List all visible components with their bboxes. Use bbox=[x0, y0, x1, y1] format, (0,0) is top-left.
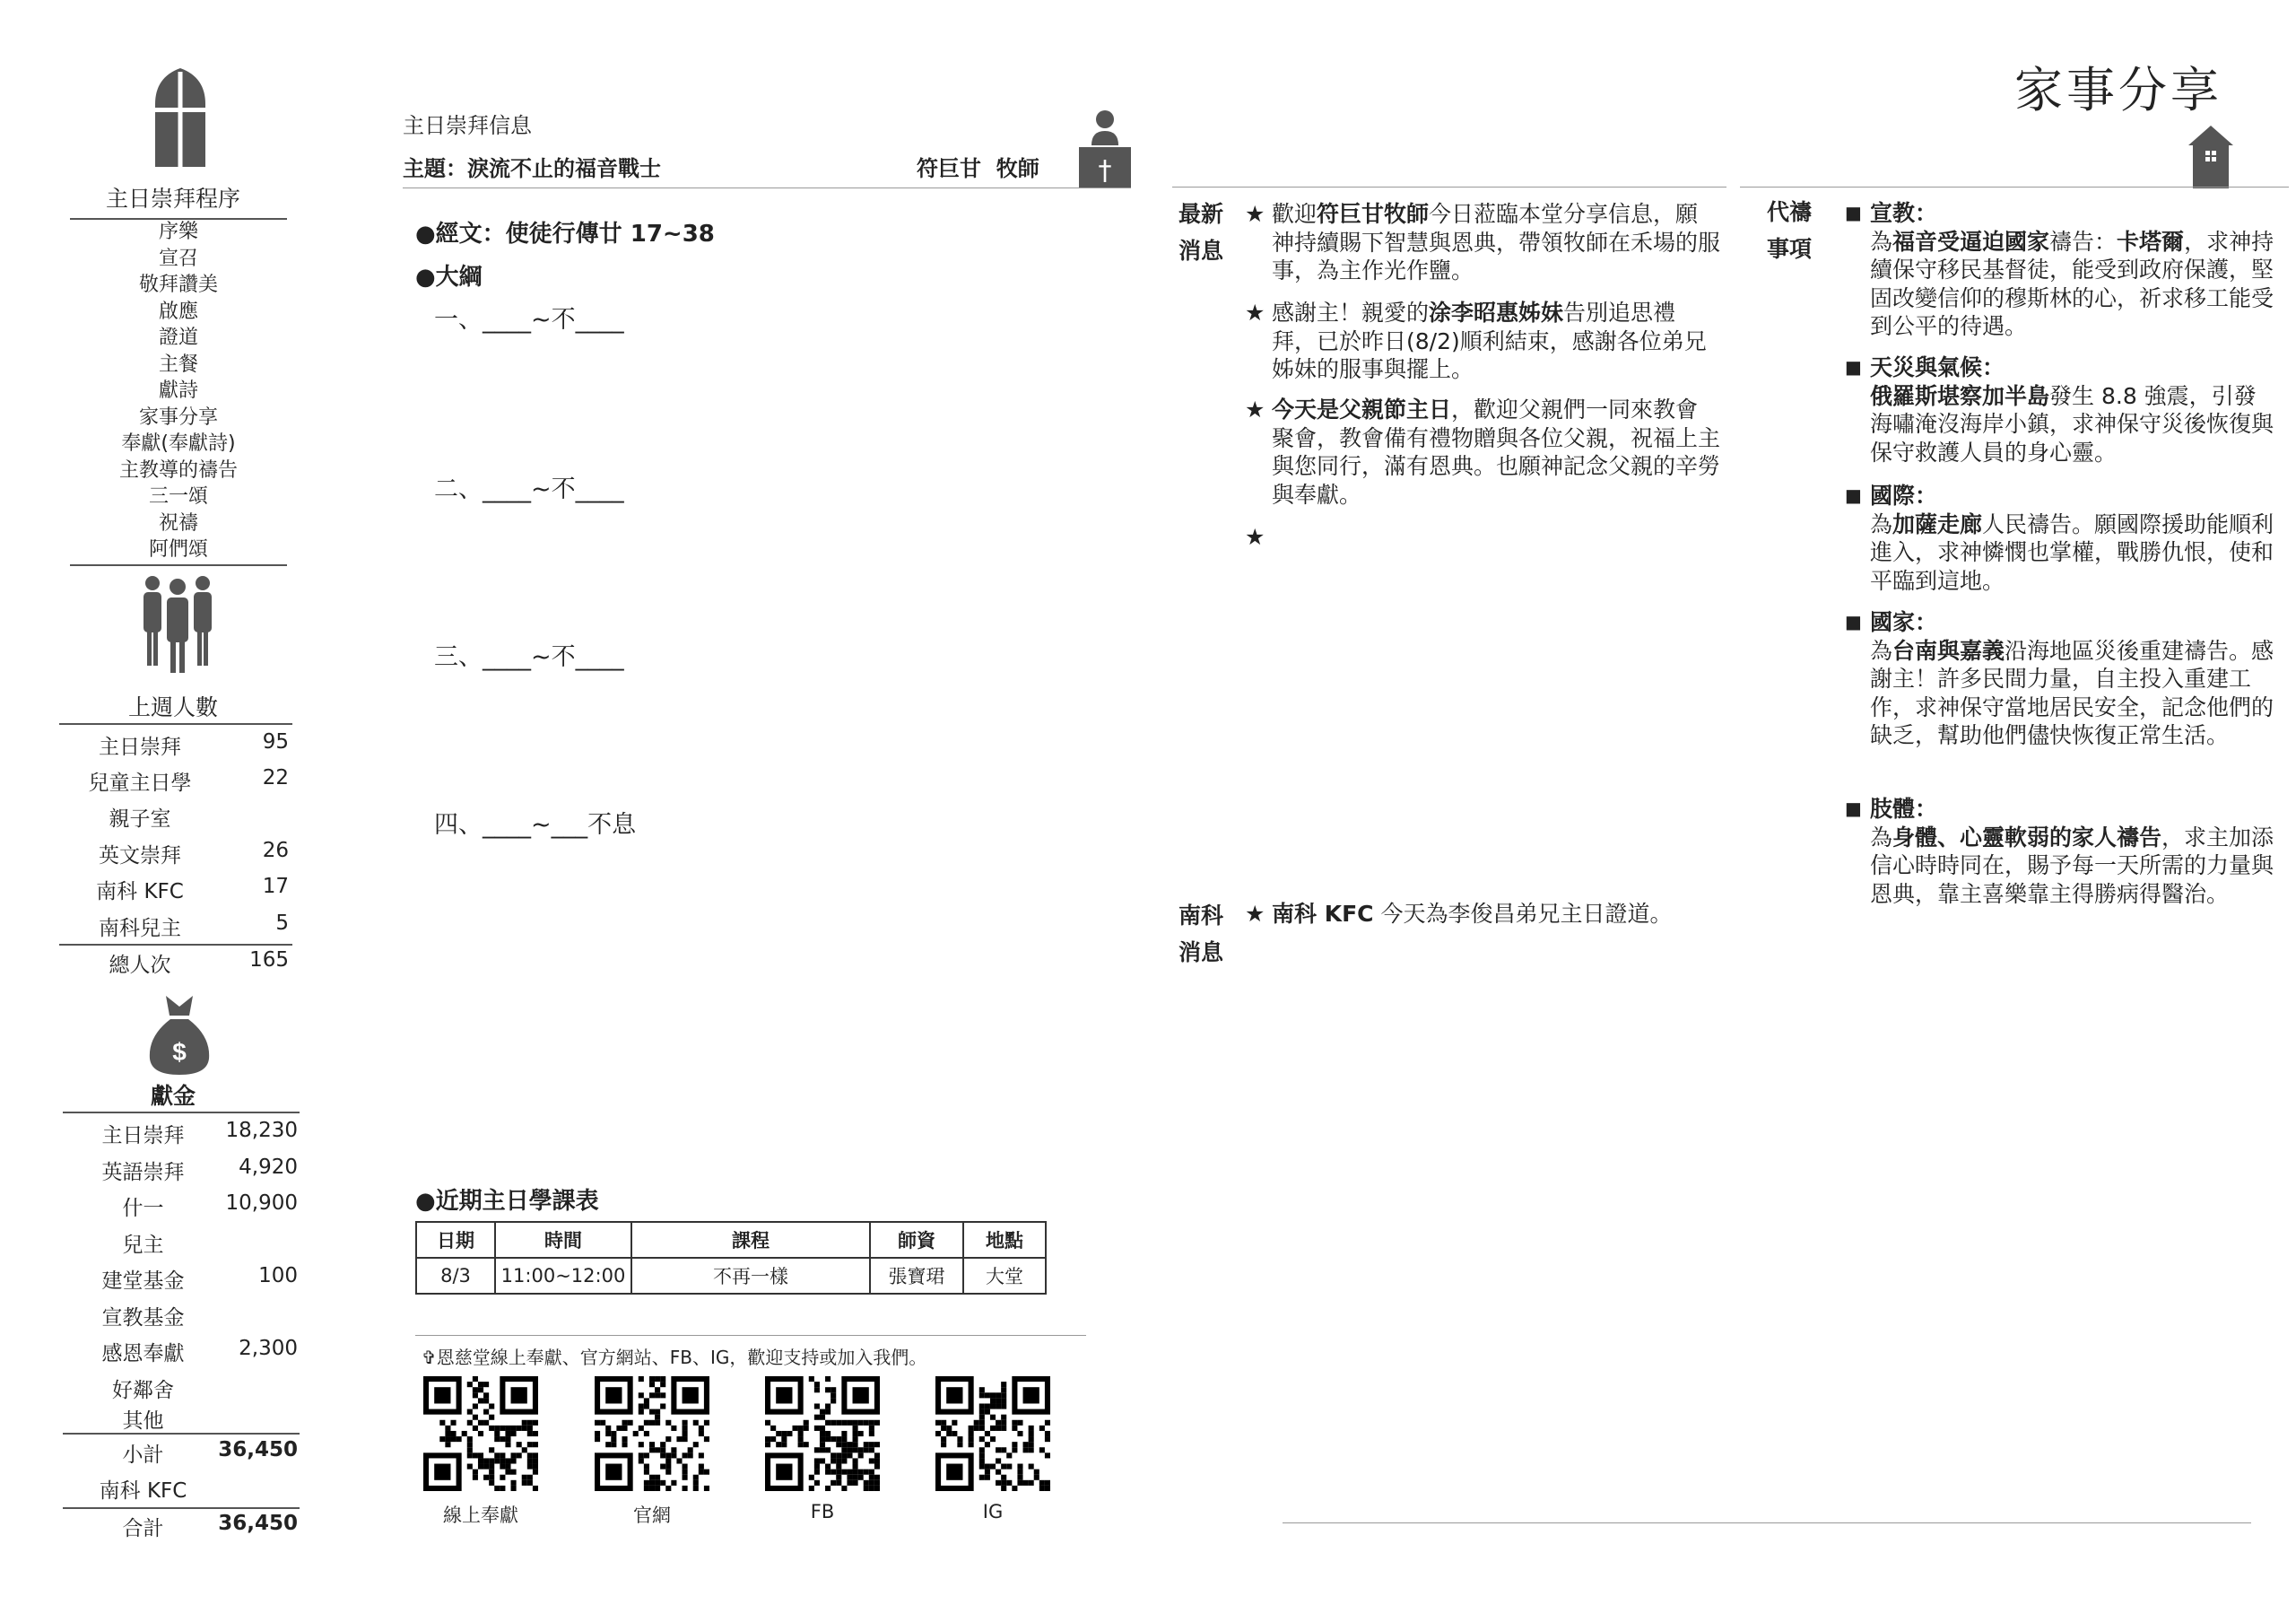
attendance-total-row: 總人次 165 bbox=[109, 948, 289, 977]
text-run: 為 bbox=[1870, 824, 1893, 850]
people-icon bbox=[142, 574, 213, 673]
worship-order-heading: 主日崇拜程序 bbox=[105, 186, 240, 212]
qr-code[interactable] bbox=[765, 1376, 880, 1491]
table-row: 好鄰舍 bbox=[112, 1379, 174, 1402]
text-run: 告別追思禮拜，已於昨日(8/2)順利結束，感謝各位弟兄姊妹的服事與擺上。 bbox=[1272, 300, 1707, 382]
text-run: 沿海地區災後重建禱告。感謝主！許多民間力量，自主投入重建工作，求神保守當地居民安全，記念他們的缺乏，幫助他們儘快恢復正常生活。 bbox=[1870, 637, 2274, 748]
table-row: 兒主 bbox=[122, 1234, 164, 1257]
divider bbox=[1740, 187, 2289, 188]
text-run: 卡塔爾 bbox=[2117, 228, 2185, 255]
offering-heading: 獻金 bbox=[150, 1083, 196, 1109]
church-window-icon bbox=[155, 68, 205, 167]
text-run: 今日蒞臨本堂分享信息，願神持續賜下智慧與恩典，帶領牧師在禾場的服事，為主作光作鹽。 bbox=[1272, 201, 1721, 283]
text-run: 為 bbox=[1870, 510, 1893, 537]
list-item: 宣召 bbox=[158, 247, 198, 270]
text-run: 福音受逼迫國家 bbox=[1892, 228, 2050, 255]
news-item: ★ 感謝主！親愛的涂李昭惠姊妹告別追思禮拜，已於昨日(8/2)順利結束，感謝各位弟兄姊妹的服事與擺上。 bbox=[1245, 300, 1707, 382]
rich-text bbox=[1245, 397, 1721, 508]
prayer-item: ■ 宣教： 為福音受逼迫國家禱告：卡塔爾，求神持續保守移民基督徒，能受到政府保護，堅固改變信仰的穆斯林的心，祈求移工能受到公平的待遇。 bbox=[1870, 199, 2278, 341]
table-row: 英文崇拜 26 bbox=[99, 839, 289, 868]
text-run: 符巨甘牧師 bbox=[1317, 201, 1430, 227]
list-item: 祝禱 bbox=[158, 511, 198, 535]
outline-point: 二、____~不____ bbox=[434, 475, 624, 503]
qr-code[interactable] bbox=[423, 1376, 538, 1491]
qr-code[interactable] bbox=[595, 1376, 709, 1491]
kfc-news-label: 南科 消息 bbox=[1178, 903, 1224, 965]
news-item: ★ 今天是父親節主日，歡迎父親們一同來教會聚會，教會備有禮物贈與各位父親，祝福上主與您同行，滿有恩典。也願神記念父親的辛勞與奉獻。 bbox=[1245, 397, 1721, 508]
text-run: 為 bbox=[1870, 228, 1893, 255]
rich-text bbox=[1870, 228, 2278, 341]
prayer-item: ■ 國家： 為台南與嘉義沿海地區災後重建禱告。感謝主！許多民間力量，自主投入重建工作，求神保守當地居民安全，記念他們的缺乏，幫助他們儘快恢復正常生活。 bbox=[1870, 608, 2278, 750]
text-run: ，求神持續保守移民基督徒，能受到政府保護，堅固改變信仰的穆斯林的心，祈求移工能受到公平的待遇。 bbox=[1870, 228, 2274, 339]
outline-point: 四、____~___不息 bbox=[434, 811, 637, 839]
offering-subtotal-row: 小計 36,450 bbox=[122, 1438, 298, 1467]
rich-text bbox=[1245, 201, 1721, 283]
prayer-item: ■ 肢體： 為身體、心靈軟弱的家人禱告，求主加添信心時時同在，賜予每一天所需的力量與恩典，靠主喜樂靠主得勝病得醫治。 bbox=[1870, 795, 2278, 908]
text-run: 禱告： bbox=[2049, 228, 2118, 255]
list-item: 主餐 bbox=[158, 353, 198, 376]
text-run: 今天是父親節主日 bbox=[1272, 397, 1452, 423]
rich-text bbox=[1870, 637, 2278, 750]
text-run: 發生 8.8 強震，引發海嘯淹沒海岸小鎮，求神保守災後恢復與保守救護人員的身心靈。 bbox=[1870, 382, 2274, 466]
table-row: 主日崇拜 18,230 bbox=[101, 1119, 298, 1147]
table-row: 主日崇拜 95 bbox=[99, 730, 289, 759]
table-row: 建堂基金 100 bbox=[101, 1264, 298, 1293]
text-run: 歡迎 bbox=[1272, 201, 1318, 227]
outline-heading: ●大綱 bbox=[415, 264, 483, 291]
table-row: 南科 KFC 17 bbox=[96, 875, 289, 903]
news-item: ★ 南科 KFC 今天為李俊昌弟兄主日證道。 bbox=[1245, 901, 1673, 927]
table-row: 英語崇拜 4,920 bbox=[101, 1156, 298, 1184]
table-row: 南科兒主 5 bbox=[99, 912, 289, 940]
list-item: 阿們頌 bbox=[148, 538, 208, 561]
table-row: 親子室 bbox=[109, 807, 171, 831]
prayer-item: ■ 國際： 為加薩走廊人民禱告。願國際援助能順利進入，求神憐憫也掌權，戰勝仇恨，使和平臨到這地。 bbox=[1870, 482, 2278, 595]
rich-text bbox=[1870, 382, 2278, 467]
list-item: 序樂 bbox=[158, 221, 198, 243]
qr-label: IG bbox=[982, 1501, 1004, 1522]
worship-order-list bbox=[59, 219, 298, 563]
list-item: 主教導的禱告 bbox=[118, 458, 238, 482]
scripture-reference: ●經文：使徒行傳廿 17~38 bbox=[415, 221, 715, 248]
text-run: 台南與嘉義 bbox=[1892, 637, 2005, 664]
offering-kfc-row: 南科 KFC bbox=[99, 1479, 187, 1503]
table-row: 感恩奉獻 2,300 bbox=[101, 1337, 298, 1365]
qr-label: 官網 bbox=[633, 1505, 671, 1526]
sunday-school-heading: ●近期主日學課表 bbox=[415, 1188, 599, 1215]
divider bbox=[70, 564, 287, 566]
page-title: 家事分享 bbox=[2014, 62, 2222, 118]
pulpit-icon bbox=[1079, 109, 1131, 188]
divider bbox=[59, 944, 292, 946]
divider bbox=[1283, 1522, 2251, 1523]
qr-code[interactable] bbox=[935, 1376, 1050, 1491]
list-item: 啟應 bbox=[158, 300, 198, 323]
rich-text bbox=[1272, 901, 1672, 927]
latest-news-label: 最新 消息 bbox=[1178, 201, 1224, 264]
list-item: 敬拜讚美 bbox=[138, 274, 218, 296]
divider bbox=[63, 1433, 300, 1435]
online-note: ✞恩慈堂線上奉獻、官方網站、FB、IG，歡迎支持或加入我們。 bbox=[422, 1347, 927, 1368]
svg-text:†: † bbox=[1098, 155, 1112, 187]
sermon-heading: 主日崇拜信息 bbox=[403, 113, 532, 138]
text-run: 加薩走廊 bbox=[1892, 510, 1983, 537]
divider bbox=[63, 1507, 300, 1509]
table-row: 宣教基金 bbox=[101, 1306, 185, 1330]
text-run: 今天為李俊昌弟兄主日證道。 bbox=[1373, 901, 1673, 927]
text-run: 人民禱告。願國際援助能順利進入，求神憐憫也掌權，戰勝仇恨，使和平臨到這地。 bbox=[1870, 510, 2274, 594]
table-row: 兒童主日學 22 bbox=[88, 766, 289, 795]
outline-point: 一、____~不____ bbox=[434, 306, 624, 334]
sunday-school-table bbox=[415, 1221, 1047, 1295]
text-run: 南科 KFC bbox=[1272, 901, 1374, 927]
divider bbox=[1172, 187, 1726, 188]
house-icon bbox=[2188, 126, 2233, 188]
sermon-theme: 主題：淚流不止的福音戰士 bbox=[403, 156, 661, 181]
prayer-item: ■ 天災與氣候： 俄羅斯堪察加半島發生 8.8 強震，引發海嘯淹沒海岸小鎮，求神保守災後恢復與保守救護人員的身心靈。 bbox=[1870, 353, 2278, 467]
offering-total-row: 合計 36,450 bbox=[122, 1512, 298, 1540]
text-run: 涂李昭惠姊妹 bbox=[1429, 300, 1564, 326]
table-row: 8/3 11:00~12:00 不再一樣 張寶珺 大堂 bbox=[416, 1258, 1046, 1294]
rich-text bbox=[1870, 824, 2278, 909]
svg-text:$: $ bbox=[172, 1038, 187, 1066]
list-item: 奉獻(奉獻詩) bbox=[121, 432, 236, 455]
list-item: 三一頌 bbox=[148, 485, 208, 508]
money-bag-icon bbox=[148, 996, 211, 1077]
qr-label: FB bbox=[810, 1501, 835, 1522]
outline-point: 三、____~不____ bbox=[434, 643, 624, 671]
text-run: ，求主加添信心時時同在，賜予每一天所需的力量與恩典，靠主喜樂靠主得勝病得醫治。 bbox=[1870, 824, 2274, 907]
text-run: 為 bbox=[1870, 637, 1893, 664]
text-run: 感謝主！親愛的 bbox=[1272, 300, 1430, 326]
text-run: 俄羅斯堪察加半島 bbox=[1870, 382, 2050, 409]
prayer-label: 代禱 事項 bbox=[1767, 199, 1813, 262]
table-row: 什一 10,900 bbox=[122, 1191, 298, 1220]
divider bbox=[63, 1112, 300, 1113]
qr-label: 線上奉獻 bbox=[443, 1505, 518, 1526]
table-header-row: 日期 時間 課程 師資 地點 bbox=[416, 1222, 1046, 1258]
divider bbox=[59, 723, 292, 725]
news-item: ★ 歡迎符巨甘牧師今日蒞臨本堂分享信息，願神持續賜下智慧與恩典，帶領牧師在禾場的服事，為主作光作鹽。 bbox=[1245, 201, 1721, 283]
list-item: 家事分享 bbox=[138, 406, 218, 429]
divider bbox=[415, 1335, 1086, 1336]
rich-text bbox=[1870, 510, 2278, 596]
list-item: 獻詩 bbox=[158, 379, 198, 402]
attendance-heading: 上週人數 bbox=[127, 694, 218, 720]
list-item: 證道 bbox=[158, 327, 198, 349]
rich-text bbox=[1272, 300, 1707, 382]
table-row: 其他 bbox=[122, 1409, 164, 1433]
text-run: ，歡迎父親們一同來教會聚會，教會備有禮物贈與各位父親，祝福上主與您同行，滿有恩典。也願神記念父親的辛勞與奉獻。 bbox=[1272, 397, 1721, 508]
preacher-name: 符巨甘 牧師 bbox=[917, 156, 1039, 181]
text-run: 身體、心靈軟弱的家人禱告 bbox=[1892, 824, 2162, 850]
